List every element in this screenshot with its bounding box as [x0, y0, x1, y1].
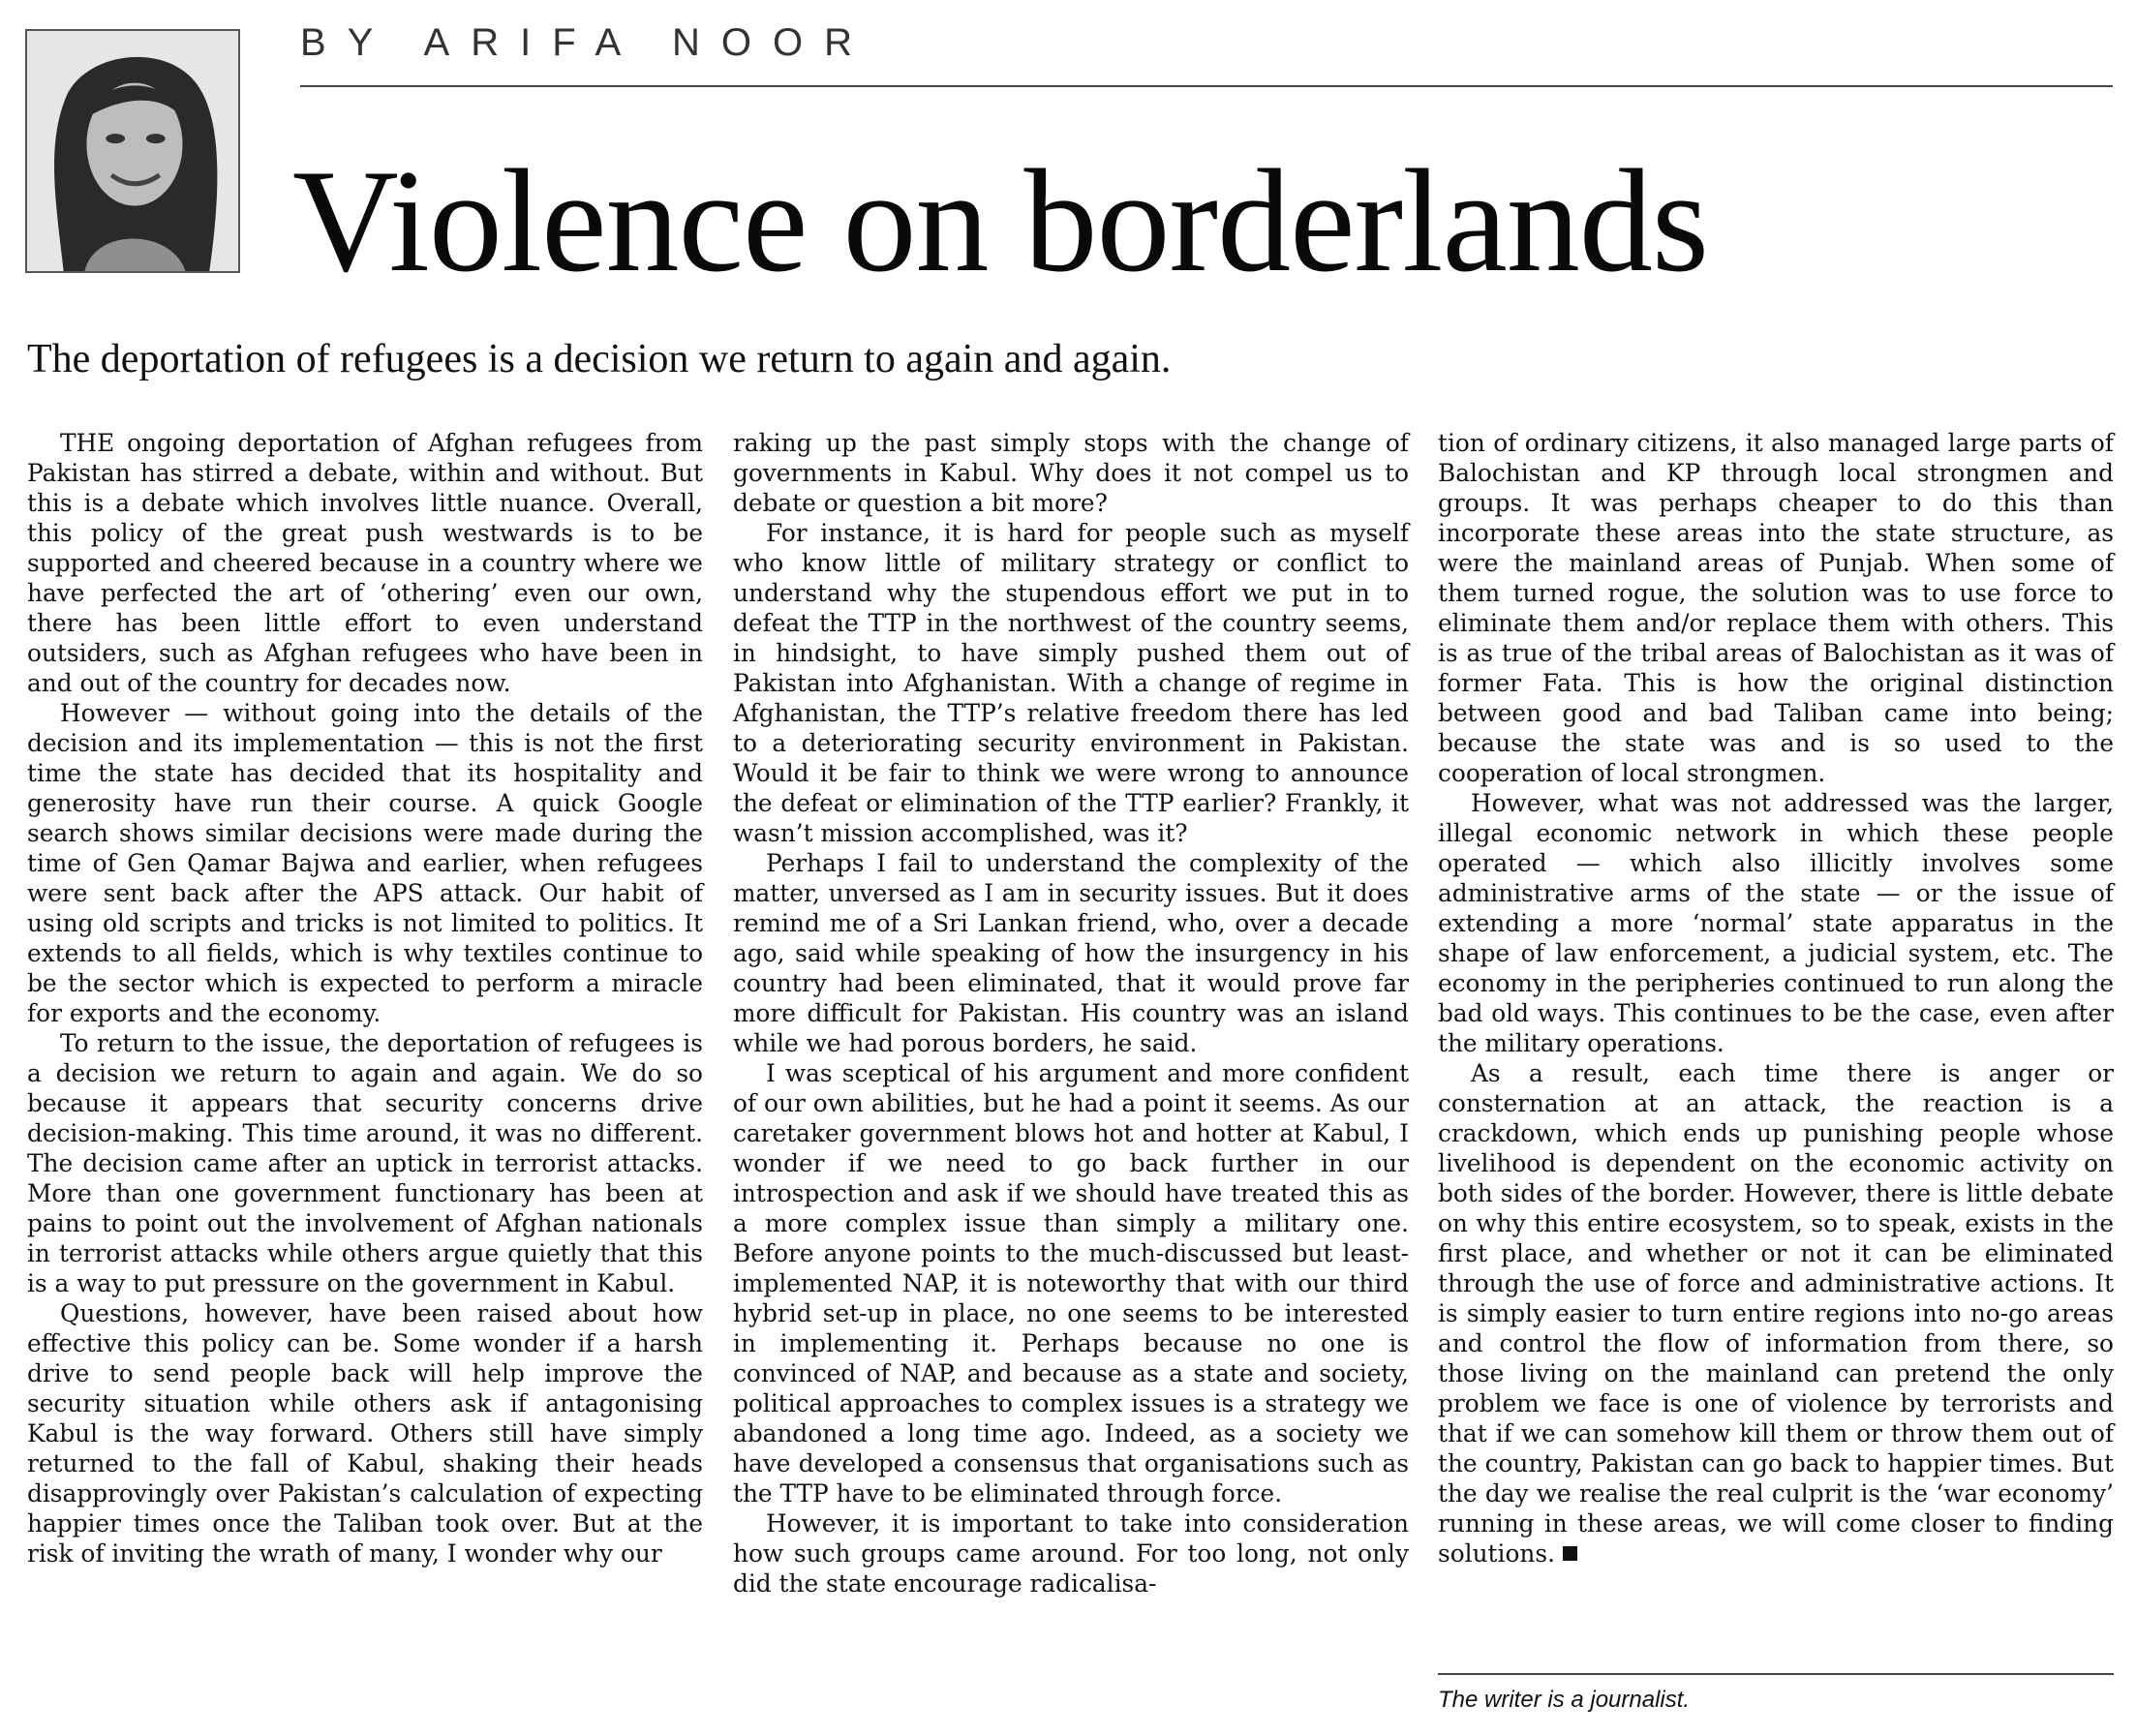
- paragraph: raking up the past simply stops with the change of governments in Kabul. Why does it not compel us to debate or question a bit more?: [733, 429, 1409, 517]
- paragraph: THE ongoing deportation of Afghan refugees from Pakistan has stirred a debate, within and without. But this is a debate which involves little nuance. Overall, this policy of the great push westwards is to be supported and cheered because in a country where we have perfected the art of ‘othering’ even our own, there has been little effort to even understand outsiders, such as Afghan refugees who have been in and out of the country for decades now.: [27, 429, 703, 697]
- article-column-3: [1438, 428, 2114, 1568]
- paragraph: However, it is important to take into consideration how such groups came around. For too long, not only did the state encourage radicalisa-: [733, 1509, 1409, 1598]
- paragraph: [1438, 1058, 2114, 1568]
- paragraph: However, what was not addressed was the larger, illegal economic network in which these people operated — which also illicitly involves some administrative arms of the state — or the issue of extending a more ‘normal’ state apparatus in the shape of law enforcement, a judicial system, etc. The economy in the peripheries continued to run along the bad old ways. This continues to be the case, even after the military operations.: [1438, 789, 2114, 1057]
- paragraph-text: As a result, each time there is anger or consternation at an attack, the reaction is a crackdown, which ends up punishing people whose livelihood is dependent on the economic activity on both sides of the border. However, there is little debate on why this entire ecosystem, so to speak, exists in the first place, and whether or not it can be eliminated through the use of force and administrative actions. It is simply easier to turn entire regions into no-go areas and control the flow of information from there, so those living on the mainland can pretend the only problem we face is one of violence by terrorists and that if we can somehow kill them or throw them out of the country, Pakistan can go back to happier times. But the day we realise the real culprit is the ‘war economy’ running in these areas, we will come closer to finding solutions.: [1438, 1059, 2114, 1568]
- paragraph: However — without going into the details of the decision and its implementation — this is not the first time the state has decided that its hospitality and generosity have run their course. A quick Google search shows similar decisions were made during the time of Gen Qamar Bajwa and earlier, when refugees were sent back after the APS attack. Our habit of using old scripts and tricks is not limited to politics. It extends to all fields, which is why textiles continue to be the sector which is expected to perform a miracle for exports and the economy.: [27, 699, 703, 1027]
- footnote-divider: [1438, 1673, 2114, 1675]
- article-column-1: [27, 428, 703, 1568]
- article-column-2: [733, 428, 1409, 1599]
- author-photo: [25, 29, 240, 273]
- headline: Violence on borderlands: [292, 139, 1709, 302]
- paragraph: tion of ordinary citizens, it also managed large parts of Balochistan and KP through local strongmen and groups. It was perhaps cheaper to do this than incorporate these areas into the state structure, as were the mainland areas of Punjab. When some of them turned rogue, the solution was to use force to eliminate them and/or replace them with others. This is as true of the tribal areas of Balochistan as it was of former Fata. This is how the original distinction between good and bad Taliban came into being; because the state was and is so used to the cooperation of local strongmen.: [1438, 429, 2114, 787]
- author-portrait-icon: [27, 31, 238, 271]
- byline: BY ARIFA NOOR: [300, 21, 874, 64]
- standfirst: The deportation of refugees is a decision we return to again and again.: [27, 337, 1172, 381]
- end-mark-icon: [1563, 1546, 1577, 1561]
- byline-divider: [300, 85, 2113, 87]
- paragraph: Perhaps I fail to understand the complexity of the matter, unversed as I am in security issues. But it does remind me of a Sri Lankan friend, who, over a decade ago, said while speaking of how the insurgency in his country had been eliminated, that it would prove far more difficult for Pakistan. His country was an island while we had porous borders, he said.: [733, 849, 1409, 1057]
- paragraph: I was sceptical of his argument and more confident of our own abilities, but he had a point it seems. As our caretaker government blows hot and hotter at Kabul, I wonder if we need to go back further in our introspection and ask if we should have treated this as a more complex issue than simply a military one. Before anyone points to the much-discussed but least-implemented NAP, it is noteworthy that with our third hybrid set-up in place, no one seems to be interested in implementing it. Perhaps because no one is convinced of NAP, and because as a state and society, political approaches to complex issues is a strategy we abandoned a long time ago. Indeed, as a society we have developed a consensus that organisations such as the TTP have to be eliminated through force.: [733, 1059, 1409, 1508]
- author-note: The writer is a journalist.: [1438, 1687, 1691, 1713]
- paragraph: For instance, it is hard for people such as myself who know little of military strategy or conflict to understand why the stupendous effort we put in to defeat the TTP in the northwest of the country seems, in hindsight, to have simply pushed them out of Pakistan into Afghanistan. With a change of regime in Afghanistan, the TTP’s relative freedom there has led to a deteriorating security environment in Pakistan. Would it be fair to think we were wrong to announce the defeat or elimination of the TTP earlier? Frankly, it wasn’t mission accomplished, was it?: [733, 519, 1409, 847]
- paragraph: To return to the issue, the deportation of refugees is a decision we return to again and again. We do so because it appears that security concerns drive decision-making. This time around, it was no different. The decision came after an uptick in terrorist attacks. More than one government functionary has been at pains to point out the involvement of Afghan nationals in terrorist attacks while others argue quietly that this is a way to put pressure on the government in Kabul.: [27, 1029, 703, 1297]
- paragraph: Questions, however, have been raised about how effective this policy can be. Some wonder if a harsh drive to send people back will help improve the security situation while others ask if antagonising Kabul is the way forward. Others still have simply returned to the fall of Kabul, shaking their heads disapprovingly over Pakistan’s calculation of expecting happier times once the Taliban took over. But at the risk of inviting the wrath of many, I wonder why our: [27, 1299, 703, 1568]
